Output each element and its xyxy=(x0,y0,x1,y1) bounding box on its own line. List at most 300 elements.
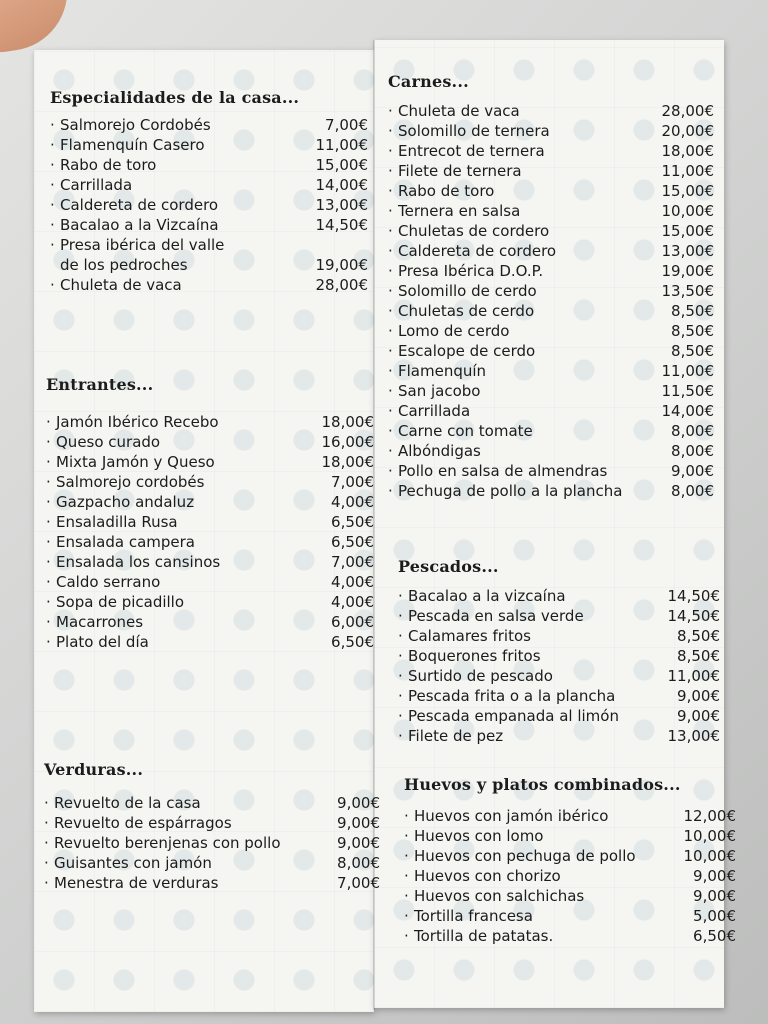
item-name-wrap xyxy=(388,441,481,461)
item-name-wrap xyxy=(404,806,608,826)
bullet: · xyxy=(388,182,393,200)
item-name-wrap xyxy=(44,793,201,813)
menu-item xyxy=(388,121,714,141)
bullet: · xyxy=(46,513,51,531)
item-name: Carrillada xyxy=(398,402,471,420)
item-name-wrap xyxy=(44,873,218,893)
menu-item xyxy=(404,846,736,866)
item-name: Pescada frita o a la plancha xyxy=(408,687,616,705)
item-price: 7,00€ xyxy=(331,553,374,571)
item-price: 15,00€ xyxy=(661,222,714,240)
bullet: · xyxy=(388,342,393,360)
bullet: · xyxy=(46,453,51,471)
item-name-wrap xyxy=(404,846,636,866)
menu-item xyxy=(44,853,380,873)
bullet: · xyxy=(50,116,55,134)
menu-item xyxy=(398,626,720,646)
item-list xyxy=(404,806,736,946)
menu-item xyxy=(388,481,714,501)
menu-item xyxy=(50,115,368,135)
bullet: · xyxy=(404,847,409,865)
item-name-wrap xyxy=(46,512,178,532)
section-pescados xyxy=(398,557,720,746)
item-price: 20,00€ xyxy=(661,122,714,140)
menu-item xyxy=(388,421,714,441)
item-name: Pescada empanada al limón xyxy=(408,707,619,725)
bullet: · xyxy=(398,727,403,745)
menu-item xyxy=(46,412,374,432)
menu-item xyxy=(398,646,720,666)
menu-item xyxy=(398,586,720,606)
menu-item xyxy=(46,612,374,632)
item-price: 9,00€ xyxy=(671,462,714,480)
item-name-wrap xyxy=(46,632,149,652)
bullet: · xyxy=(46,633,51,651)
item-name: Huevos con salchichas xyxy=(414,887,585,905)
item-list xyxy=(398,586,720,746)
menu-item xyxy=(50,155,368,175)
item-price: 28,00€ xyxy=(661,102,714,120)
item-name: San jacobo xyxy=(398,382,481,400)
item-name: Ensalada campera xyxy=(56,533,195,551)
bullet: · xyxy=(388,162,393,180)
menu-item xyxy=(388,461,714,481)
item-name-wrap xyxy=(398,686,615,706)
item-price: 11,50€ xyxy=(661,382,714,400)
item-name-wrap xyxy=(388,401,470,421)
item-name-wrap xyxy=(50,135,205,155)
menu-item xyxy=(46,452,374,472)
item-name-wrap xyxy=(404,826,544,846)
menu-item xyxy=(388,441,714,461)
item-name: Presa ibérica del valle xyxy=(60,236,225,254)
item-price: 13,00€ xyxy=(315,196,368,214)
menu-item xyxy=(46,552,374,572)
item-name-wrap xyxy=(388,361,486,381)
section-title: Verduras... xyxy=(44,760,144,779)
section-title: Carnes... xyxy=(388,72,469,91)
item-price: 14,00€ xyxy=(315,176,368,194)
bullet: · xyxy=(398,627,403,645)
item-price: 18,00€ xyxy=(321,413,374,431)
item-price: 28,00€ xyxy=(315,276,368,294)
item-name: Huevos con pechuga de pollo xyxy=(414,847,636,865)
bullet: · xyxy=(46,593,51,611)
item-name-wrap xyxy=(388,181,494,201)
item-name-wrap xyxy=(46,592,184,612)
item-price: 11,00€ xyxy=(661,362,714,380)
item-name: Mixta Jamón y Queso xyxy=(56,453,215,471)
item-name-wrap xyxy=(46,612,143,632)
item-price: 8,00€ xyxy=(337,854,380,872)
item-price: 7,00€ xyxy=(325,116,368,134)
item-name: Lomo de cerdo xyxy=(398,322,510,340)
menu-item xyxy=(388,281,714,301)
item-name-wrap xyxy=(46,552,220,572)
menu-item xyxy=(46,492,374,512)
item-name: Macarrones xyxy=(56,613,144,631)
item-name: Guisantes con jamón xyxy=(54,854,212,872)
bullet: · xyxy=(50,136,55,154)
item-name-wrap xyxy=(398,606,584,626)
item-price: 6,00€ xyxy=(331,613,374,631)
item-name: Revuelto de espárragos xyxy=(54,814,232,832)
bullet: · xyxy=(388,222,393,240)
item-name: Escalope de cerdo xyxy=(398,342,536,360)
menu-item xyxy=(44,833,380,853)
section-huevos xyxy=(404,775,736,946)
bullet: · xyxy=(388,362,393,380)
menu-item xyxy=(388,141,714,161)
item-price: 8,50€ xyxy=(671,342,714,360)
item-price: 13,00€ xyxy=(661,242,714,260)
item-name: Filete de pez xyxy=(408,727,504,745)
item-name: Chuleta de vaca xyxy=(60,276,182,294)
menu-item xyxy=(388,401,714,421)
bullet: · xyxy=(44,814,49,832)
item-name: Salmorejo Cordobés xyxy=(60,116,211,134)
item-price: 16,00€ xyxy=(321,433,374,451)
menu-item xyxy=(46,432,374,452)
item-name: Salmorejo cordobés xyxy=(56,473,205,491)
bullet: · xyxy=(404,807,409,825)
item-price: 4,00€ xyxy=(331,573,374,591)
bullet: · xyxy=(50,196,55,214)
bullet: · xyxy=(388,202,393,220)
item-name-wrap xyxy=(46,452,215,472)
item-name-wrap xyxy=(50,195,218,215)
item-name: Chuleta de vaca xyxy=(398,102,520,120)
bullet: · xyxy=(388,142,393,160)
item-name-wrap xyxy=(398,626,531,646)
item-name-wrap xyxy=(46,572,160,592)
bullet: · xyxy=(404,867,409,885)
bullet: · xyxy=(44,854,49,872)
item-list xyxy=(44,793,380,893)
menu-item xyxy=(388,381,714,401)
item-list xyxy=(50,115,368,295)
item-name-wrap xyxy=(388,241,556,261)
item-name: Surtido de pescado xyxy=(408,667,553,685)
bullet: · xyxy=(46,493,51,511)
finger xyxy=(0,0,75,57)
menu-item xyxy=(388,361,714,381)
item-name-wrap xyxy=(46,532,195,552)
item-price: 10,00€ xyxy=(661,202,714,220)
bullet: · xyxy=(388,442,393,460)
section-title: Entrantes... xyxy=(46,375,154,394)
menu-item xyxy=(398,606,720,626)
item-price: 19,00€ xyxy=(661,262,714,280)
item-name-wrap xyxy=(388,101,520,121)
item-price: 7,00€ xyxy=(331,473,374,491)
item-name-wrap xyxy=(388,381,480,401)
bullet: · xyxy=(46,413,51,431)
menu-item xyxy=(50,195,368,215)
item-name-wrap xyxy=(388,141,545,161)
item-price: 15,00€ xyxy=(315,156,368,174)
item-price: 11,00€ xyxy=(315,136,368,154)
item-name: Carrillada xyxy=(60,176,133,194)
bullet: · xyxy=(46,553,51,571)
item-name-wrap xyxy=(50,115,211,135)
item-name-wrap xyxy=(404,906,533,926)
item-price: 8,50€ xyxy=(677,647,720,665)
bullet: · xyxy=(50,276,55,294)
item-name-wrap xyxy=(388,461,607,481)
item-name: Ternera en salsa xyxy=(398,202,521,220)
item-name: Entrecot de ternera xyxy=(398,142,545,160)
item-price: 9,00€ xyxy=(337,834,380,852)
item-name-wrap xyxy=(44,853,212,873)
item-name: Caldereta de cordero xyxy=(60,196,219,214)
menu-item xyxy=(50,135,368,155)
menu-item xyxy=(44,793,380,813)
menu-item xyxy=(46,532,374,552)
menu-item xyxy=(404,866,736,886)
menu-item xyxy=(50,235,368,275)
item-price: 14,00€ xyxy=(661,402,714,420)
item-price: 9,00€ xyxy=(337,814,380,832)
item-price: 18,00€ xyxy=(661,142,714,160)
item-price: 9,00€ xyxy=(677,707,720,725)
bullet: · xyxy=(388,262,393,280)
item-price: 6,50€ xyxy=(331,533,374,551)
item-price: 18,00€ xyxy=(321,453,374,471)
item-name-wrap xyxy=(44,833,281,853)
item-name: Revuelto berenjenas con pollo xyxy=(54,834,281,852)
item-name: Rabo de toro xyxy=(398,182,495,200)
item-name-wrap xyxy=(398,726,503,746)
item-name-wrap xyxy=(388,341,535,361)
menu-item xyxy=(398,666,720,686)
bullet: · xyxy=(50,156,55,174)
item-name: Tortilla francesa xyxy=(414,907,533,925)
section-title: Especialidades de la casa... xyxy=(50,88,300,107)
item-name: Ensaladilla Rusa xyxy=(56,513,178,531)
menu-item xyxy=(50,215,368,235)
item-price: 6,50€ xyxy=(331,513,374,531)
item-name-wrap xyxy=(46,472,204,492)
bullet: · xyxy=(46,433,51,451)
menu-item xyxy=(388,161,714,181)
menu-item xyxy=(44,873,380,893)
bullet: · xyxy=(388,482,393,500)
bullet: · xyxy=(404,827,409,845)
item-name-wrap xyxy=(388,161,522,181)
item-name: Revuelto de la casa xyxy=(54,794,201,812)
item-price: 15,00€ xyxy=(661,182,714,200)
menu-item xyxy=(388,181,714,201)
menu-item xyxy=(50,275,368,295)
item-name: Chuletas de cordero xyxy=(398,222,550,240)
bullet: · xyxy=(50,216,55,234)
menu-item xyxy=(50,175,368,195)
item-name: Albóndigas xyxy=(398,442,481,460)
item-price: 19,00€ xyxy=(315,256,368,274)
bullet: · xyxy=(388,282,393,300)
item-name: Gazpacho andaluz xyxy=(56,493,195,511)
item-name: Ensalada los cansinos xyxy=(56,553,221,571)
menu-item xyxy=(388,241,714,261)
item-name-wrap xyxy=(46,412,219,432)
item-name-wrap xyxy=(388,261,543,281)
item-price: 8,00€ xyxy=(671,442,714,460)
item-price: 9,00€ xyxy=(693,867,736,885)
item-list xyxy=(46,412,374,652)
item-name: Chuletas de cerdo xyxy=(398,302,535,320)
menu-item xyxy=(398,726,720,746)
bullet: · xyxy=(44,794,49,812)
item-price: 4,00€ xyxy=(331,493,374,511)
bullet: · xyxy=(44,834,49,852)
item-name: Carne con tomate xyxy=(398,422,533,440)
item-name-wrap xyxy=(388,301,534,321)
menu-item xyxy=(46,592,374,612)
section-entrantes xyxy=(46,375,374,652)
bullet: · xyxy=(388,322,393,340)
item-price: 9,00€ xyxy=(337,794,380,812)
menu-item xyxy=(404,806,736,826)
item-price: 11,00€ xyxy=(661,162,714,180)
menu-item xyxy=(398,706,720,726)
bullet: · xyxy=(46,573,51,591)
item-price: 13,50€ xyxy=(661,282,714,300)
menu-item xyxy=(388,341,714,361)
item-name-wrap xyxy=(50,175,132,195)
item-name-wrap xyxy=(388,221,549,241)
item-name: Rabo de toro xyxy=(60,156,157,174)
bullet: · xyxy=(388,122,393,140)
item-name: Pollo en salsa de almendras xyxy=(398,462,608,480)
bullet: · xyxy=(388,402,393,420)
menu-item xyxy=(398,686,720,706)
item-name: Pescada en salsa verde xyxy=(408,607,584,625)
bullet: · xyxy=(388,302,393,320)
item-name-wrap xyxy=(50,155,156,175)
item-name: Bacalao a la vizcaína xyxy=(408,587,566,605)
item-name-wrap xyxy=(50,275,182,295)
item-price: 14,50€ xyxy=(667,587,720,605)
bullet: · xyxy=(398,607,403,625)
item-name-wrap xyxy=(50,235,224,275)
bullet: · xyxy=(50,176,55,194)
item-name: Calamares fritos xyxy=(408,627,531,645)
item-price: 10,00€ xyxy=(683,827,736,845)
item-name-wrap xyxy=(388,421,533,441)
bullet: · xyxy=(398,667,403,685)
bullet: · xyxy=(404,887,409,905)
item-name: Huevos con lomo xyxy=(414,827,544,845)
item-name-wrap xyxy=(404,886,584,906)
item-price: 13,00€ xyxy=(667,727,720,745)
item-name-wrap xyxy=(388,201,520,221)
item-name: Pechuga de pollo a la plancha xyxy=(398,482,623,500)
item-price: 4,00€ xyxy=(331,593,374,611)
item-price: 10,00€ xyxy=(683,847,736,865)
bullet: · xyxy=(398,707,403,725)
bullet: · xyxy=(404,907,409,925)
item-name: Plato del día xyxy=(56,633,149,651)
item-name: Caldo serrano xyxy=(56,573,161,591)
menu-item xyxy=(44,813,380,833)
item-price: 14,50€ xyxy=(315,216,368,234)
item-name-wrap xyxy=(44,813,232,833)
menu-item xyxy=(388,261,714,281)
bullet: · xyxy=(398,647,403,665)
bullet: · xyxy=(388,382,393,400)
item-price: 6,50€ xyxy=(331,633,374,651)
item-name: Filete de ternera xyxy=(398,162,522,180)
item-name: Presa Ibérica D.O.P. xyxy=(398,262,544,280)
item-price: 6,50€ xyxy=(693,927,736,945)
item-price: 8,50€ xyxy=(671,302,714,320)
item-name-wrap xyxy=(398,646,541,666)
bullet: · xyxy=(46,613,51,631)
menu-item xyxy=(388,301,714,321)
bullet: · xyxy=(46,473,51,491)
item-price: 7,00€ xyxy=(337,874,380,892)
section-verduras xyxy=(44,760,380,893)
item-name: Jamón Ibérico Recebo xyxy=(56,413,219,431)
bullet: · xyxy=(398,587,403,605)
item-name-wrap xyxy=(388,281,537,301)
item-price: 8,00€ xyxy=(671,482,714,500)
item-name: Bacalao a la Vizcaína xyxy=(60,216,219,234)
item-name-wrap xyxy=(398,586,566,606)
bullet: · xyxy=(388,102,393,120)
bullet: · xyxy=(388,462,393,480)
item-name-wrap xyxy=(398,706,619,726)
item-price: 11,00€ xyxy=(667,667,720,685)
item-name-wrap xyxy=(404,926,553,946)
item-name-line2: de los pedroches xyxy=(60,256,188,274)
item-price: 5,00€ xyxy=(693,907,736,925)
item-name: Solomillo de ternera xyxy=(398,122,550,140)
menu-item xyxy=(388,101,714,121)
item-name-wrap xyxy=(46,432,160,452)
section-carnes xyxy=(388,72,714,501)
menu-item xyxy=(404,886,736,906)
item-list xyxy=(388,101,714,501)
item-name-wrap xyxy=(404,866,561,886)
bullet: · xyxy=(398,687,403,705)
menu-item xyxy=(46,632,374,652)
item-name: Menestra de verduras xyxy=(54,874,219,892)
item-name: Huevos con chorizo xyxy=(414,867,561,885)
menu-item xyxy=(46,472,374,492)
item-price: 14,50€ xyxy=(667,607,720,625)
item-name-wrap xyxy=(388,481,622,501)
item-name-wrap xyxy=(388,321,509,341)
item-name: Queso curado xyxy=(56,433,161,451)
menu-item xyxy=(404,906,736,926)
item-name-wrap xyxy=(398,666,553,686)
menu-item xyxy=(404,926,736,946)
menu-item xyxy=(388,221,714,241)
item-name: Caldereta de cordero xyxy=(398,242,557,260)
item-name: Solomillo de cerdo xyxy=(398,282,537,300)
item-name-wrap xyxy=(388,121,550,141)
bullet: · xyxy=(50,236,55,254)
menu-item xyxy=(388,321,714,341)
bullet: · xyxy=(46,533,51,551)
item-name: Sopa de picadillo xyxy=(56,593,185,611)
section-especialidades xyxy=(50,88,368,295)
bullet: · xyxy=(388,422,393,440)
bullet: · xyxy=(388,242,393,260)
bullet: · xyxy=(44,874,49,892)
